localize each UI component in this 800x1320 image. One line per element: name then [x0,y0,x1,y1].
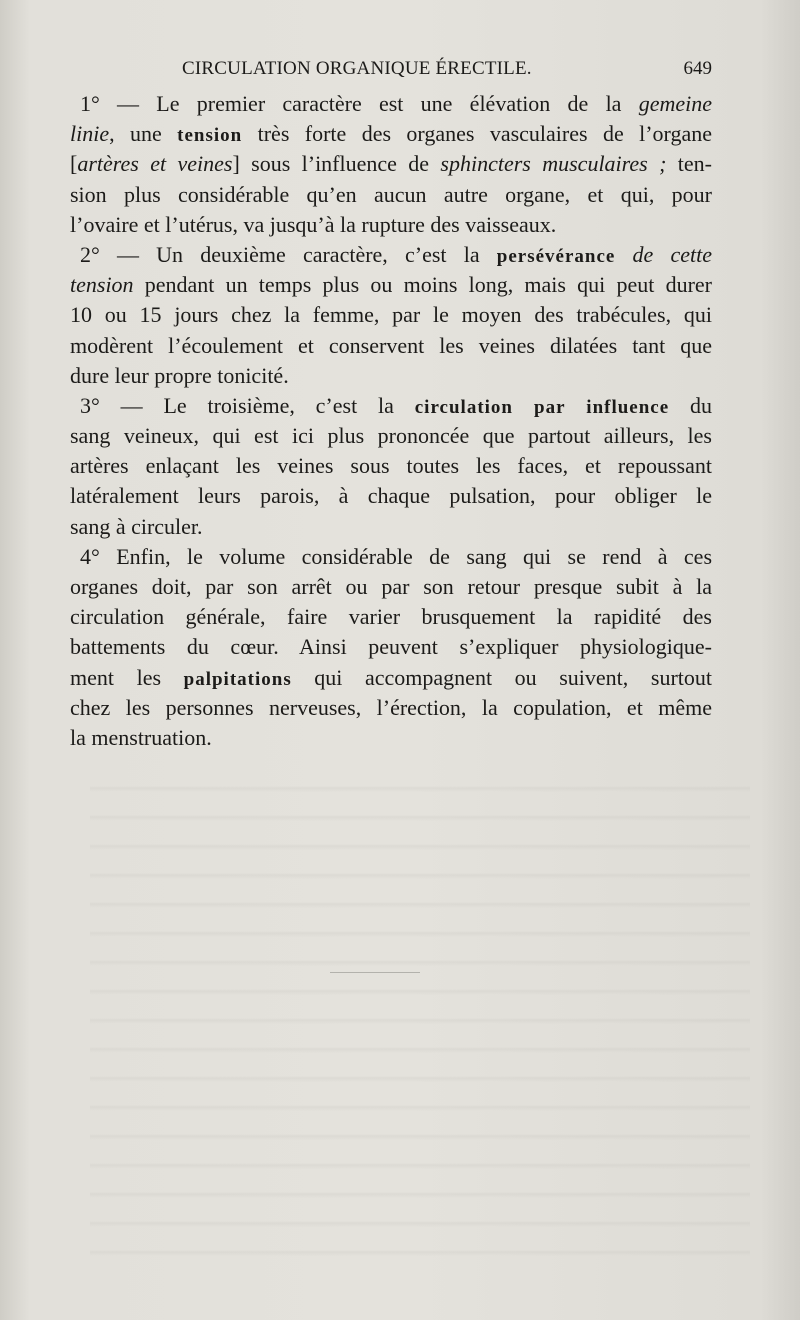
text-run: qui accompagnent ou suivent, surtout [291,664,712,690]
text-line [70,210,712,240]
bold-term: palpitations [183,668,292,690]
text-line [70,89,712,119]
text-run: artères enlaçant les veines sous toutes les faces, et repoussant [70,453,712,479]
running-title: CIRCULATION ORGANIQUE ÉRECTILE. [182,58,532,79]
text-run: [ [70,151,78,177]
text-run: 10 ou 15 jours chez la femme, par le moyen des trabécules, qui [70,302,712,328]
text-run: la menstruation. [70,724,212,750]
italic-text: tension [70,272,134,298]
text-line [70,421,712,451]
text-run: ment les [70,664,184,690]
page-number: 649 [683,58,712,79]
text-line [70,723,712,753]
text-run: l’ovaire et l’utérus, va jusqu’à la rupture des vaisseaux. [70,211,557,237]
text-run: battements du cœur. Ainsi peuvent s’expliquer physiologique- [70,634,712,660]
text-run: chez les personnes nerveuses, l’érection, la copulation, et même [70,694,712,720]
text-line [70,240,712,270]
text-line [70,180,712,210]
body-text [70,89,712,753]
bold-term: tension [177,125,243,147]
italic-text: artères et veines [77,151,233,177]
bold-term: circulation par influence [414,396,670,418]
text-run: , une [109,121,178,147]
italic-text: de cette [615,241,712,267]
show-through-texture [90,770,750,1270]
bold-term: persévérance [496,245,616,267]
text-line [70,663,712,693]
text-line [70,632,712,662]
text-line [70,451,712,481]
text-line [70,693,712,723]
text-line [70,391,712,421]
text-run: dure leur propre tonicité. [70,362,289,388]
text-line [70,602,712,632]
text-line [70,481,712,511]
text-line [70,149,712,179]
text-run: sion plus considérable qu’en aucun autre organe, et qui, pour [70,181,712,207]
page-header [70,58,712,84]
text-run: 1° — Le premier caractère est une élévation de la [80,91,639,116]
text-run: 3° — Le troisième, c’est la [80,392,415,418]
italic-text: sphincters musculaires ; [440,151,667,177]
text-line [70,542,712,572]
text-run: 2° — Un deuxième caractère, c’est la [80,241,497,267]
text-run: sang à circuler. [70,513,203,539]
text-line [70,119,712,149]
text-run: pendant un temps plus ou moins long, mais qui peut durer [133,272,712,298]
text-line [70,270,712,300]
text-line [70,572,712,602]
separator-rule [330,972,420,973]
text-run: ten- [666,151,713,177]
text-run: organes doit, par son arrêt ou par son retour presque subit à la [70,574,712,599]
text-line [70,361,712,391]
text-run: très forte des organes vasculaires de l’organe [242,121,712,147]
text-run: sang veineux, qui est ici plus prononcée que partout ailleurs, les [70,423,712,449]
text-run: 4° Enfin, le volume considérable de sang qui se rend à ces [80,543,712,569]
text-line [70,300,712,330]
text-run: du [669,392,713,418]
text-run: modèrent l’écoulement et conservent les veines dilatées tant que [70,332,712,358]
italic-text: gemeine [638,91,712,116]
text-run: ] sous l’influence de [232,151,441,177]
text-run: latéralement leurs parois, à chaque pulsation, pour obliger le [70,483,712,509]
text-run: circulation générale, faire varier brusquement la rapidité des [70,604,712,630]
text-line [70,512,712,542]
italic-text: linie [70,121,110,147]
text-line [70,331,712,361]
